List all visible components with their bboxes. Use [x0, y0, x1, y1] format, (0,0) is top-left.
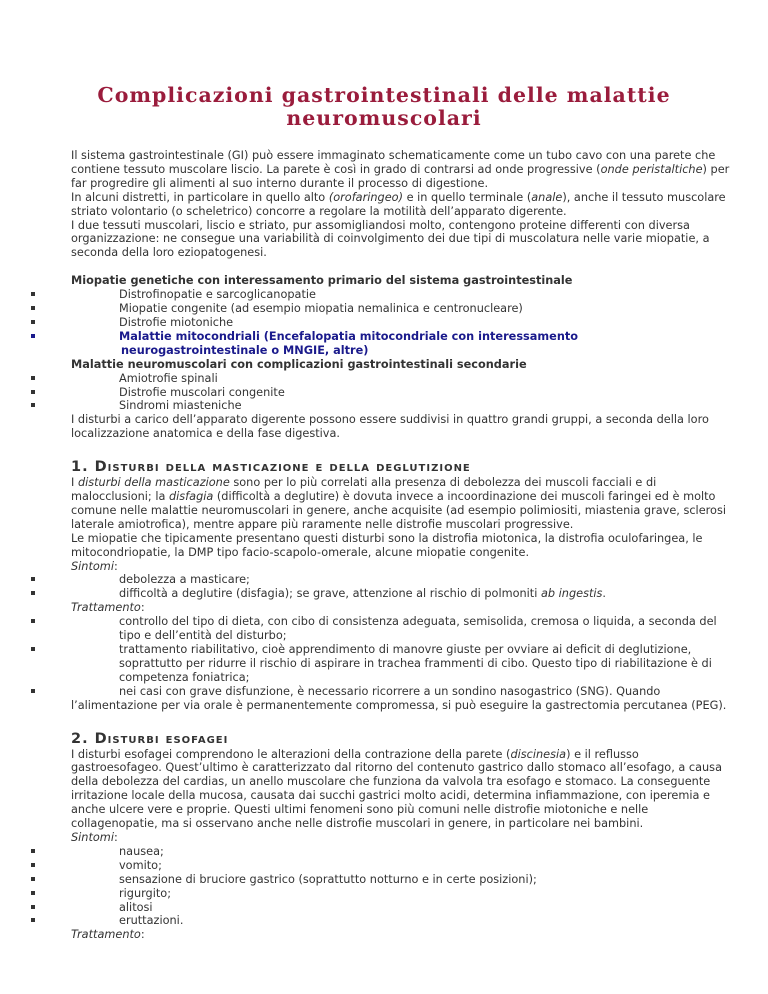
page-title: Complicazioni gastrointestinali delle malattie neuromuscolari: [97, 83, 671, 130]
intro-emphasis: anale: [531, 190, 563, 204]
bullet-icon: [31, 619, 35, 623]
intro-text: ), anche il tessuto muscolare striato volontario (o scheletrico) concorre a regolare la motilità dell’apparato digerente.: [71, 190, 726, 218]
bullet-icon: [31, 591, 35, 595]
list-item: [0, 573, 739, 587]
list-item-text: neurogastrointestinale o MNGIE, altre): [121, 343, 369, 357]
bullet-icon: [31, 577, 35, 581]
list-item-text: nausea;: [119, 844, 164, 858]
bullet-icon: [31, 376, 35, 380]
group1-heading: Miopatie genetiche con interessamento primario del sistema gastrointestinale: [71, 274, 573, 288]
list-item: [0, 901, 739, 915]
list-item: [0, 386, 739, 400]
list-item-continuation: l’alimentazione per via orale è permanentemente compromessa, si può eseguire la gastrectomia percutanea (PEG).: [71, 698, 727, 712]
list-item-emphasis: ab ingestis: [540, 587, 603, 601]
intro-text: Il sistema gastrointestinale (GI) può essere immaginato schematicamente come un tubo cavo con una parete che contiene tessuto muscolare liscio. La parete è così in grado di contrarsi ad onde progressive (: [71, 149, 716, 176]
paragraph-text: ) e il reflusso gastroesofageo. Quest’ultimo è caratterizzato dal ritorno del contenuto gastrico dallo stomaco all’esofago, a causa della debolezza del cardias, un anello muscolare che funziona da valvola tra esofago e stomaco. La conseguente irritazione locale della mucosa, causata dai succhi gastrici molto acidi, determina infiammazione, con iperemia e anche ulcere vere e proprie. Questi ultimi fenomeni sono più comuni nelle distrofie miotoniche e nelle collagenopatie, ma si osservano anche nelle distrofie muscolari in genere, in particolare nei bambini.: [71, 747, 722, 831]
document-body: Il sistema gastrointestinale (GI) può essere immaginato schematicamente come un tubo cavo con una parete che contiene tessuto muscolare liscio. La parete è così in grado di contrarsi ad onde progressive (onde peristaltiche) per far progredire gli alimenti al suo interno durante il processo di digestione. In alcuni distretti, in particolare in quello alto (orofaringeo) e in quello terminale (anale), anche il tessuto muscolare striato volontario (o scheletrico) concorre a regolare la motilità dell’apparato digerente. I due tessuti muscolari, liscio e striato, pur assomigliandosi molto, contengono proteine differenti con diversa organizzazione: ne consegue una variabilità di coinvolgimento dei due tipi di muscolatura nelle varie miopatie, a seconda della loro eziopatogenesi. Miopatie genetiche con interessamento primario del sistema gastrointestinale Distrofinopatie e sarcoglicanopatie Miopatie congenite (ad esempio miopatia nemalinica e centronucleare) Distrofie miotoniche Malattie mitocondriali (Encefalopatia mitocondriale con interessamento neurogastrointestinale o MNGIE, altre) Malattie neuromuscolari con complicazioni gastrointestinali secondarie Amiotrofie spinali Distrofie muscolari congenite Sindromi miasteniche I disturbi a carico dell’apparato digerente possono essere suddivisi in quattro grandi gruppi, a seconda della loro localizzazione anatomica e della fase digestiva. 1. Disturbi della masticazione e della deglutizione I disturbi della masticazione sono per lo più correlati alla presenza di debolezza dei muscoli facciali e di malocclusioni; la disfagia (difficoltà a deglutire) è dovuta invece a incoordinazione dei muscoli faringei ed è molto comune nelle malattie neuromuscolari in genere, anche acquisite (ad esempio polimiositi, miastenia grave, sclerosi laterale amiotrofica), mentre appare più raramente nelle distrofie muscolari progressive. Le miopatie che tipicamente presentano questi disturbi sono la distrofia miotonica, la distrofia oculofaringea, le mitocondriopatie, la DMP tipo facio-scapolo-omerale, alcune miopatie congenite. Sintomi: debolezza a masticare; difficoltà a deglutire (disfagia); se grave, attenzione al rischio di polmoniti ab ingestis. Trattamento: controllo del tipo di dieta, con cibo di consistenza adeguata, semisolida, cremosa o liquida, a seconda del tipo e dell’entità del disturbo; trattamento riabilitativo, cioè apprendimento di manovre giuste per ovviare ai deficit di deglutizione, soprattutto per ridurre il rischio di aspirare in trachea frammenti di cibo. Questo tipo di riabilitazione è di competenza foniatrica; nei casi con grave disfunzione, è necessario ricorrere a un sondino nasogastrico (SNG). Quando l’alimentazione per via orale è permanentemente compromessa, si può eseguire la gastrectomia percutanea (PEG). 2. Disturbi esofagei I disturbi esofagei comprendono le alterazioni della contrazione della parete (discinesia) e il reflusso gastroesofageo. Quest’ultimo è caratterizzato dal ritorno del contenuto gastrico dallo stomaco all’esofago, a causa della debolezza del cardias, un anello muscolare che funziona da valvola tra esofago e stomaco. La conseguente irritazione locale della mucosa, causata dai succhi gastrici molto acidi, determina infiammazione, con iperemia e anche ulcere vere e proprie. Questi ultimi fenomeni sono più comuni nelle distrofie miotoniche e nelle collagenopatie, ma si osservano anche nelle distrofie muscolari in genere, in particolare nei bambini. Sintomi: nausea; vomito; sensazione di bruciore gastrico (soprattutto notturno e in certe posizioni); rigurgito; alitosi eruttazioni. Trattamento:: [0, 149, 768, 942]
list-item: [0, 845, 739, 859]
list-item-text: debolezza a masticare;: [119, 573, 250, 587]
list-item: [0, 643, 739, 685]
list-item-text: Amiotrofie spinali: [119, 371, 218, 385]
list-item-text: nei casi con grave disfunzione, è necessario ricorrere a un sondino nasogastrico (SNG). Quando: [119, 684, 661, 698]
intro-emphasis: onde peristaltiche: [600, 162, 703, 176]
groups-summary: I disturbi a carico dell’apparato digerente possono essere suddivisi in quattro grandi gruppi, a seconda della loro localizzazione anatomica e della fase digestiva.: [71, 413, 709, 441]
list-item: [0, 399, 739, 413]
list-item: [0, 316, 739, 330]
list-item-text: Miopatie congenite (ad esempio miopatia nemalinica e centronucleare): [119, 302, 523, 316]
list-item-text: Malattie mitocondriali (Encefalopatia mitocondriale con interessamento: [119, 329, 579, 343]
list-item: [0, 372, 739, 386]
intro-text: ) per far progredire gli alimenti al suo interno durante il processo di digestione.: [71, 162, 730, 190]
group2-heading: Malattie neuromuscolari con complicazioni gastrointestinali secondarie: [71, 357, 527, 371]
treatment-label: Trattamento: [71, 601, 141, 615]
symptoms-label: Sintomi: [71, 830, 114, 844]
bullet-icon: [31, 320, 35, 324]
list-item-text: trattamento riabilitativo, cioè apprendimento di manovre giuste per ovviare ai deficit di deglutizione, soprattutto per ridurre il rischio di aspirare in trachea frammenti di cibo. Questo tipo di riabilitazione è di competenza foniatrica;: [119, 643, 712, 684]
bullet-icon: [31, 334, 35, 338]
list-item: [0, 587, 739, 601]
paragraph-text: I disturbi esofagei comprendono le alterazioni della contrazione della parete (: [71, 747, 511, 761]
paragraph-text: Le miopatie che tipicamente presentano questi disturbi sono la distrofia miotonica, la distrofia oculofaringea, le mitocondriopatie, la DMP tipo facio-scapolo-omerale, alcune miopatie congenite.: [71, 531, 703, 559]
section2-heading: 2. Disturbi esofagei: [71, 730, 229, 747]
bullet-icon: [31, 292, 35, 296]
list-item: [0, 859, 739, 873]
list-item: [0, 302, 739, 316]
list-item-text: controllo del tipo di dieta, con cibo di consistenza adeguata, semisolida, cremosa o liquida, a seconda del tipo e dell’entità del disturbo;: [119, 615, 717, 643]
list-item-text: rigurgito;: [119, 886, 172, 900]
paragraph-text: I: [71, 476, 78, 490]
paragraph-emphasis: disturbi della masticazione: [77, 476, 230, 490]
paragraph-emphasis: disfagia: [168, 490, 214, 504]
bullet-icon: [31, 849, 35, 853]
symptoms-label: Sintomi: [71, 559, 114, 573]
list-item-text: sensazione di bruciore gastrico (soprattutto notturno e in certe posizioni);: [119, 872, 537, 886]
bullet-icon: [31, 877, 35, 881]
list-item-text: vomito;: [119, 858, 162, 872]
list-item-text: eruttazioni.: [119, 914, 184, 928]
list-item: [0, 615, 739, 643]
list-item-text: difficoltà a deglutire (disfagia); se grave, attenzione al rischio di polmoniti: [119, 587, 541, 601]
section1-heading: 1. Disturbi della masticazione e della deglutizione: [71, 459, 471, 476]
treatment-label: Trattamento: [71, 928, 141, 942]
intro-paragraph: [71, 149, 731, 260]
list-item: [0, 288, 739, 302]
paragraph-text: (difficoltà a deglutire) è dovuta invece a incoordinazione dei muscoli faringei ed è molto comune nelle malattie neuromuscolari in genere, anche acquisite (ad esempio polimiositi, miastenia grave, sclerosi laterale amiotrofica), mentre appare più raramente nelle distrofie muscolari progressive.: [71, 490, 726, 531]
list-item-text: Distrofie miotoniche: [119, 315, 234, 329]
intro-text: e in quello terminale (: [403, 190, 532, 204]
intro-emphasis: (orofaringeo): [328, 190, 403, 204]
section1-paragraph: I disturbi della masticazione sono per lo più correlati alla presenza di debolezza dei muscoli facciali e di malocclusioni; la disfagia (difficoltà a deglutire) è dovuta invece a incoordinazione dei muscoli faringei ed è molto comune nelle malattie neuromuscolari in genere, anche acquisite (ad esempio polimiositi, miastenia grave, sclerosi laterale amiotrofica), mentre appare più raramente nelle distrofie muscolari progressive. Le miopatie che tipicamente presentano questi disturbi sono la distrofia miotonica, la distrofia oculofaringea, le mitocondriopatie, la DMP tipo facio-scapolo-omerale, alcune miopatie congenite. Sintomi:: [71, 476, 726, 573]
list-item-text: Distrofinopatie e sarcoglicanopatie: [119, 288, 316, 302]
list-item: [0, 887, 739, 901]
paragraph-text: sono per lo più correlati alla presenza di debolezza dei muscoli facciali e di malocclusioni; la: [71, 476, 657, 504]
bullet-icon: [31, 689, 35, 693]
bullet-icon: [31, 390, 35, 394]
list-item-highlighted: [0, 330, 739, 358]
intro-text: I due tessuti muscolari, liscio e striato, pur assomigliandosi molto, contengono proteine differenti con diversa organizzazione: ne consegue una variabilità di coinvolgimento dei due tipi di muscolatura nelle varie miopatie, a seconda della loro eziopatogenesi.: [71, 218, 710, 260]
list-item-text: Distrofie muscolari congenite: [119, 385, 285, 399]
list-item-text: .: [602, 587, 607, 601]
paragraph-emphasis: discinesia: [510, 747, 567, 761]
bullet-icon: [31, 306, 35, 310]
bullet-icon: [31, 918, 35, 922]
list-item: [0, 914, 739, 928]
list-item-text: alitosi: [119, 900, 153, 914]
bullet-icon: [31, 403, 35, 407]
bullet-icon: [31, 647, 35, 651]
bullet-icon: [31, 905, 35, 909]
list-item-text: Sindromi miasteniche: [119, 399, 242, 413]
list-item: [0, 685, 768, 699]
bullet-icon: [31, 863, 35, 867]
section2-paragraph: I disturbi esofagei comprendono le alterazioni della contrazione della parete (discinesia) e il reflusso gastroesofageo. Quest’ultimo è caratterizzato dal ritorno del contenuto gastrico dallo stomaco all’esofago, a causa della debolezza del cardias, un anello muscolare che funziona da valvola tra esofago e stomaco. La conseguente irritazione locale della mucosa, causata dai succhi gastrici molto acidi, determina infiammazione, con iperemia e anche ulcere vere e proprie. Questi ultimi fenomeni sono più comuni nelle distrofie miotoniche e nelle collagenopatie, ma si osservano anche nelle distrofie muscolari in genere, in particolare nei bambini. Sintomi:: [71, 747, 722, 844]
list-item: [0, 873, 739, 887]
intro-text: In alcuni distretti, in particolare in quello alto: [71, 190, 329, 204]
bullet-icon: [31, 891, 35, 895]
